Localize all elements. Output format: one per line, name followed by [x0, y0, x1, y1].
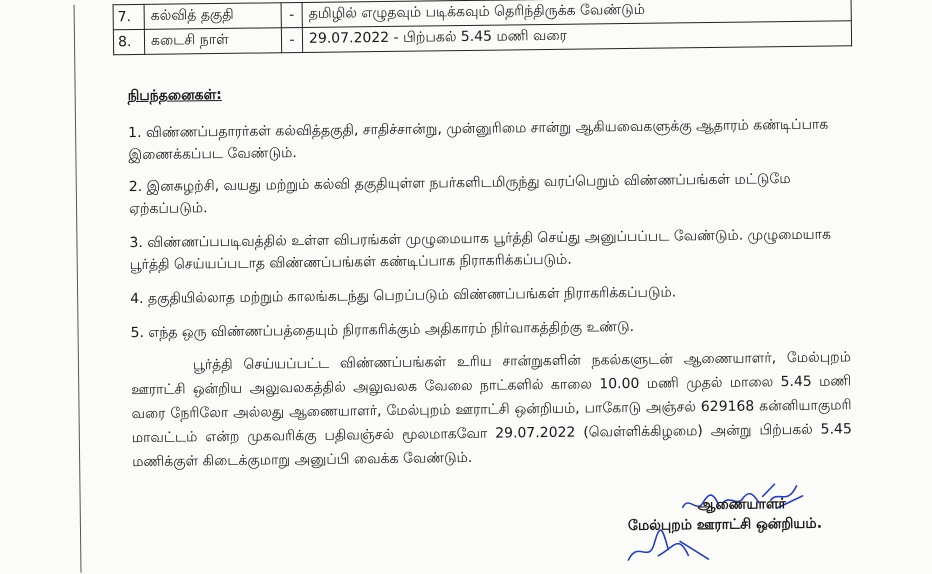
condition-item: 1. விண்ணப்பதாரர்கள் கல்வித்தகுதி, சாதிச்சான்று, முன்னுரிமை சான்று ஆகியவைகளுக்கு ஆதாரம் கண்டிப்பாக இணைக்கப்பட வேண்டும். — [128, 116, 829, 164]
row-value: தமிழில் எழுதவும் படிக்கவும் தெரிந்திருக்க வேண்டும் — [302, 0, 851, 27]
details-table — [113, 0, 853, 55]
row-dash: - — [281, 2, 302, 27]
row-label: கல்வித் தகுதி — [144, 3, 281, 30]
row-dash: - — [281, 27, 302, 52]
row-number: 8. — [113, 29, 144, 54]
initial-signature — [618, 519, 739, 566]
conditions-heading: நிபந்தனைகள்: — [127, 86, 222, 105]
signatory-office: மேல்புறம் ஊராட்சி ஒன்றியம். — [627, 515, 823, 535]
row-number: 7. — [113, 4, 144, 29]
margin-line — [74, 5, 82, 573]
row-label: கடைசி நாள் — [144, 28, 281, 55]
condition-item: 2. இனசுழற்சி, வயது மற்றும் கல்வி தகுதியுள்ள நபர்களிடமிருந்து வரப்பெறும் விண்ணப்பங்கள் மட்டுமே ஏற்கப்படும். — [128, 171, 791, 218]
submission-paragraph: பூர்த்தி செய்யப்பட்ட விண்ணப்பங்கள் உரிய சான்றுகளின் நகல்களுடன் ஆணையாளர், மேல்புறம் ஊராட்சி ஒன்றிய அலுவலகத்தில் அலுவலக வேலை நாட்களில் காலை 10.00 மணி முதல் மாலை 5.45 மணி வரை நேரிலோ அல்லது ஆணையாளர், மேல்புறம் ஊராட்சி ஒன்றியம், பாகோடு அஞ்சல் 629168 கன்னியாகுமரி மாவட்டம் என்ற முகவரிக்கு பதிவஞ்சல் மூலமாகவோ 29.07.2022 (வெள்ளிக்கிழமை) அன்று பிற்பகல் 5.45 மணிக்குள் கிடைக்குமாறு அனுப்பி வைக்க வேண்டும். — [131, 349, 852, 471]
condition-item: 4. தகுதியில்லாத மற்றும் காலங்கடந்து பெறப்படும் விண்ணப்பங்கள் நிராகரிக்கப்படும். — [130, 284, 677, 308]
condition-item: 3. விண்ணப்பபடிவத்தில் உள்ள விபரங்கள் முழுமையாக பூர்த்தி செய்து அனுப்பப்பட வேண்டும். முழுமையாக பூர்த்தி செய்யப்படாத விண்ணப்பங்கள் கண்டிப்பாக நிராகரிக்கப்படும். — [129, 226, 831, 274]
row-value: 29.07.2022 - பிற்பகல் 5.45 மணி வரை — [302, 21, 851, 53]
signatory-title: ஆணையாளர் — [697, 496, 786, 514]
condition-item: 5. எந்த ஒரு விண்ணப்பத்தையும் நிராகரிக்கும் அதிகாரம் நிர்வாகத்திற்கு உண்டு. — [130, 318, 635, 342]
